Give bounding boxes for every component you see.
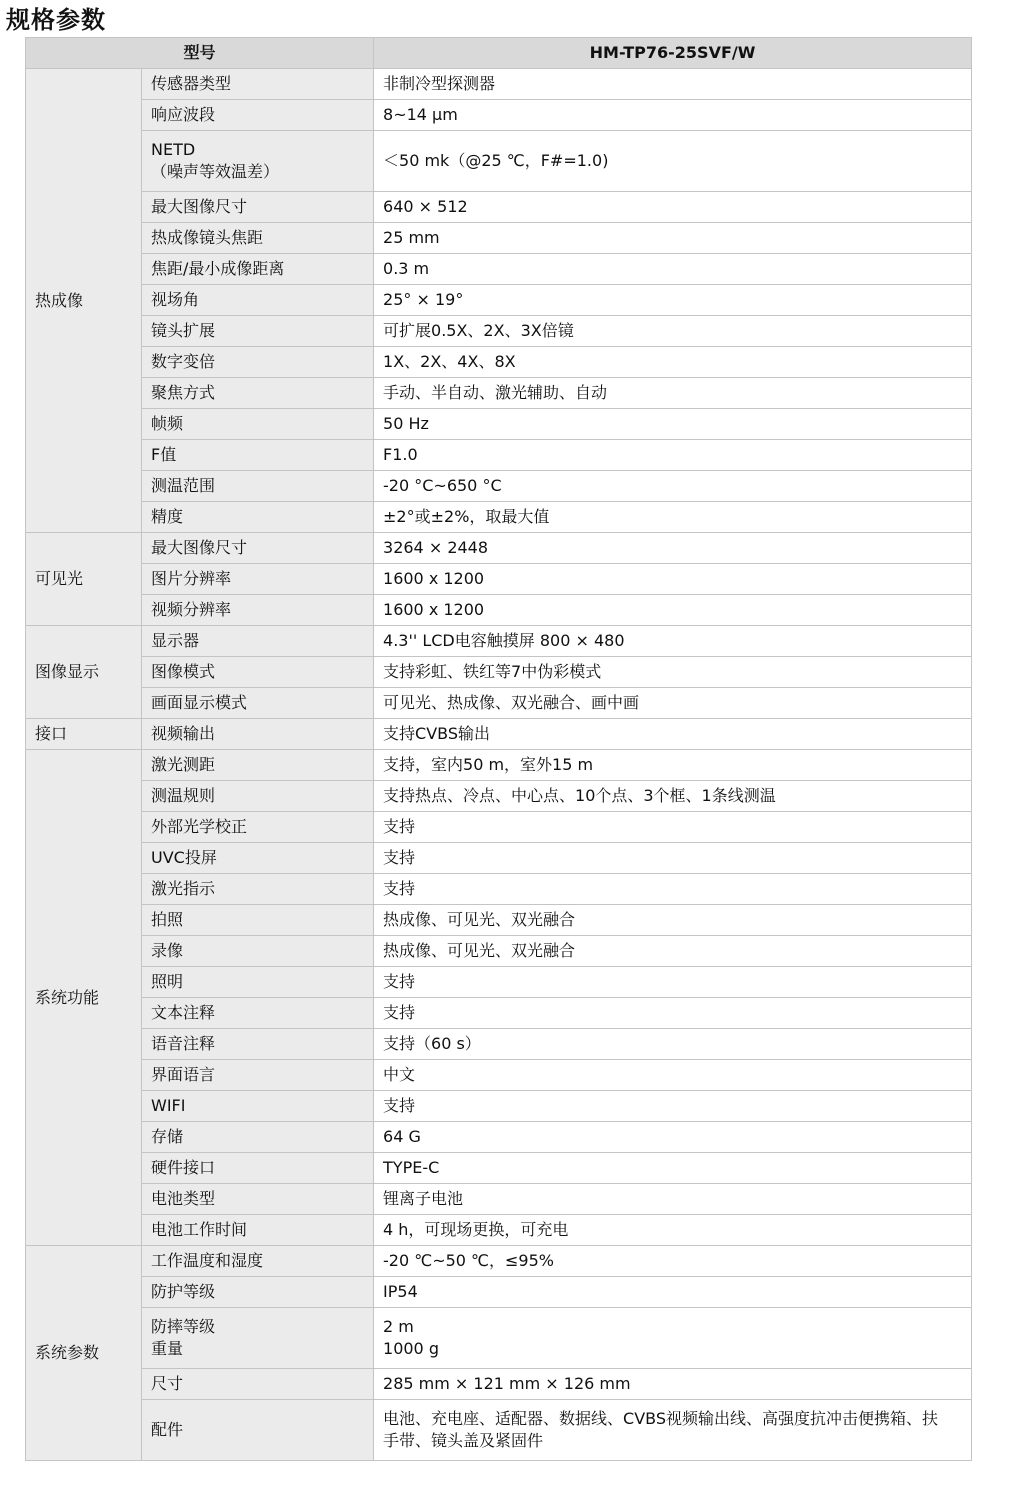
spec-value-cell: 支持 (374, 812, 972, 843)
spec-key-cell: 工作温度和湿度 (142, 1246, 374, 1277)
category-cell: 图像显示 (26, 626, 142, 719)
spec-key-line: 防摔等级 (151, 1317, 216, 1336)
spec-key-cell: 镜头扩展 (142, 316, 374, 347)
spec-key-cell: 激光测距 (142, 750, 374, 781)
spec-value-cell (374, 1308, 972, 1369)
table-row (26, 285, 972, 316)
spec-value-cell: -20 ℃~50 ℃，≤95% (374, 1246, 972, 1277)
spec-value-cell: 1600 x 1200 (374, 564, 972, 595)
table-row (26, 409, 972, 440)
spec-value-cell: 64 G (374, 1122, 972, 1153)
spec-value-cell: 3264 × 2448 (374, 533, 972, 564)
spec-value-cell: 285 mm × 121 mm × 126 mm (374, 1369, 972, 1400)
spec-key-cell: 照明 (142, 967, 374, 998)
table-row (26, 1153, 972, 1184)
table-row (26, 223, 972, 254)
spec-value-cell: 非制冷型探测器 (374, 69, 972, 100)
spec-key-cell (142, 131, 374, 192)
spec-key-cell: 响应波段 (142, 100, 374, 131)
spec-key-cell: 视场角 (142, 285, 374, 316)
table-row (26, 1215, 972, 1246)
spec-value-cell: 4.3'' LCD电容触摸屏 800 × 480 (374, 626, 972, 657)
spec-value-cell: 中文 (374, 1060, 972, 1091)
table-row (26, 905, 972, 936)
table-row (26, 998, 972, 1029)
spec-value-cell: 支持（60 s） (374, 1029, 972, 1060)
table-row (26, 1122, 972, 1153)
table-row (26, 131, 972, 192)
spec-value-line: 2 m (383, 1317, 414, 1336)
spec-table-body (26, 69, 972, 1461)
spec-value-cell: 支持 (374, 998, 972, 1029)
spec-key-cell: WIFI (142, 1091, 374, 1122)
spec-key-cell: 测温规则 (142, 781, 374, 812)
spec-value-cell: 锂离子电池 (374, 1184, 972, 1215)
table-row (26, 781, 972, 812)
spec-key-cell: F值 (142, 440, 374, 471)
table-row (26, 1277, 972, 1308)
spec-key-cell: 电池工作时间 (142, 1215, 374, 1246)
spec-key-cell: 画面显示模式 (142, 688, 374, 719)
spec-value-cell: IP54 (374, 1277, 972, 1308)
table-row (26, 533, 972, 564)
spec-value-cell: ±2°或±2%，取最大值 (374, 502, 972, 533)
table-row (26, 1091, 972, 1122)
spec-key-cell: 电池类型 (142, 1184, 374, 1215)
table-row (26, 254, 972, 285)
spec-key-cell: 帧频 (142, 409, 374, 440)
table-row (26, 502, 972, 533)
spec-key-cell: UVC投屏 (142, 843, 374, 874)
table-row (26, 1060, 972, 1091)
spec-key-cell: 聚焦方式 (142, 378, 374, 409)
table-row (26, 471, 972, 502)
spec-value-cell: 可见光、热成像、双光融合、画中画 (374, 688, 972, 719)
spec-value-cell: 8~14 μm (374, 100, 972, 131)
table-row (26, 626, 972, 657)
table-row (26, 564, 972, 595)
category-cell: 系统参数 (26, 1246, 142, 1461)
spec-key-cell: 尺寸 (142, 1369, 374, 1400)
spec-value-cell: ＜50 mk（@25 ℃，F#=1.0) (374, 131, 972, 192)
table-row (26, 657, 972, 688)
spec-key-line: 重量 (151, 1339, 184, 1358)
category-cell: 可见光 (26, 533, 142, 626)
spec-key-cell: 最大图像尺寸 (142, 192, 374, 223)
spec-value-cell: 支持 (374, 874, 972, 905)
table-row (26, 316, 972, 347)
spec-value-cell: 手动、半自动、激光辅助、自动 (374, 378, 972, 409)
spec-value-line: 1000 g (383, 1339, 439, 1358)
spec-value-cell: 可扩展0.5X、2X、3X倍镜 (374, 316, 972, 347)
spec-value-cell: 支持热点、冷点、中心点、10个点、3个框、1条线测温 (374, 781, 972, 812)
spec-key-cell (142, 1308, 374, 1369)
spec-table (25, 37, 972, 1461)
spec-key-cell: 图片分辨率 (142, 564, 374, 595)
table-row (26, 936, 972, 967)
spec-value-line: 电池、充电座、适配器、数据线、CVBS视频输出线、高强度抗冲击便携箱、扶 (383, 1409, 938, 1428)
spec-key-cell: 精度 (142, 502, 374, 533)
table-row (26, 874, 972, 905)
table-row (26, 1246, 972, 1277)
spec-value-cell: 支持 (374, 1091, 972, 1122)
table-row (26, 812, 972, 843)
spec-value-cell: -20 °C~650 °C (374, 471, 972, 502)
spec-value-cell: 支持CVBS输出 (374, 719, 972, 750)
category-cell: 热成像 (26, 69, 142, 533)
spec-value-cell: 1X、2X、4X、8X (374, 347, 972, 378)
spec-value-cell: F1.0 (374, 440, 972, 471)
spec-key-line: （噪声等效温差） (151, 162, 280, 181)
spec-key-cell: 视频输出 (142, 719, 374, 750)
spec-key-cell: 激光指示 (142, 874, 374, 905)
table-row (26, 69, 972, 100)
spec-key-cell: 录像 (142, 936, 374, 967)
spec-key-cell: 配件 (142, 1400, 374, 1461)
spec-value-cell: 1600 x 1200 (374, 595, 972, 626)
spec-key-cell: 语音注释 (142, 1029, 374, 1060)
spec-value-cell: 支持 (374, 967, 972, 998)
spec-key-cell: 测温范围 (142, 471, 374, 502)
spec-value-cell (374, 1400, 972, 1461)
spec-value-cell: 0.3 m (374, 254, 972, 285)
spec-key-cell: 拍照 (142, 905, 374, 936)
spec-key-cell: 最大图像尺寸 (142, 533, 374, 564)
table-row (26, 378, 972, 409)
spec-key-cell: 显示器 (142, 626, 374, 657)
spec-value-cell: 640 × 512 (374, 192, 972, 223)
spec-value-cell: 4 h，可现场更换，可充电 (374, 1215, 972, 1246)
table-row (26, 192, 972, 223)
spec-value-cell: 支持彩虹、铁红等7中伪彩模式 (374, 657, 972, 688)
spec-value-line: 手带、镜头盖及紧固件 (383, 1431, 544, 1450)
spec-key-cell: 视频分辨率 (142, 595, 374, 626)
page-title: 规格参数 (6, 6, 106, 34)
table-row (26, 1184, 972, 1215)
table-row (26, 843, 972, 874)
spec-value-cell: 支持 (374, 843, 972, 874)
spec-value-cell: 25° × 19° (374, 285, 972, 316)
spec-value-cell: TYPE-C (374, 1153, 972, 1184)
table-row (26, 440, 972, 471)
spec-key-line: NETD (151, 140, 196, 159)
spec-key-cell: 界面语言 (142, 1060, 374, 1091)
header-label: 型号 (26, 38, 374, 69)
table-row (26, 1029, 972, 1060)
table-row (26, 100, 972, 131)
table-header-row (26, 38, 972, 69)
table-row (26, 595, 972, 626)
header-model: HM-TP76-25SVF/W (374, 38, 972, 69)
category-cell: 系统功能 (26, 750, 142, 1246)
spec-key-cell: 数字变倍 (142, 347, 374, 378)
table-row (26, 1369, 972, 1400)
spec-value-cell: 热成像、可见光、双光融合 (374, 936, 972, 967)
spec-key-cell: 硬件接口 (142, 1153, 374, 1184)
table-row (26, 750, 972, 781)
table-row (26, 688, 972, 719)
table-row (26, 1400, 972, 1461)
spec-value-cell: 50 Hz (374, 409, 972, 440)
table-row (26, 1308, 972, 1369)
spec-key-cell: 热成像镜头焦距 (142, 223, 374, 254)
spec-value-cell: 支持，室内50 m，室外15 m (374, 750, 972, 781)
spec-value-cell: 热成像、可见光、双光融合 (374, 905, 972, 936)
spec-value-cell: 25 mm (374, 223, 972, 254)
table-row (26, 719, 972, 750)
spec-key-cell: 防护等级 (142, 1277, 374, 1308)
spec-key-cell: 图像模式 (142, 657, 374, 688)
spec-key-cell: 外部光学校正 (142, 812, 374, 843)
table-row (26, 347, 972, 378)
table-row (26, 967, 972, 998)
spec-key-cell: 焦距/最小成像距离 (142, 254, 374, 285)
spec-key-cell: 文本注释 (142, 998, 374, 1029)
spec-key-cell: 传感器类型 (142, 69, 374, 100)
spec-key-cell: 存储 (142, 1122, 374, 1153)
category-cell: 接口 (26, 719, 142, 750)
